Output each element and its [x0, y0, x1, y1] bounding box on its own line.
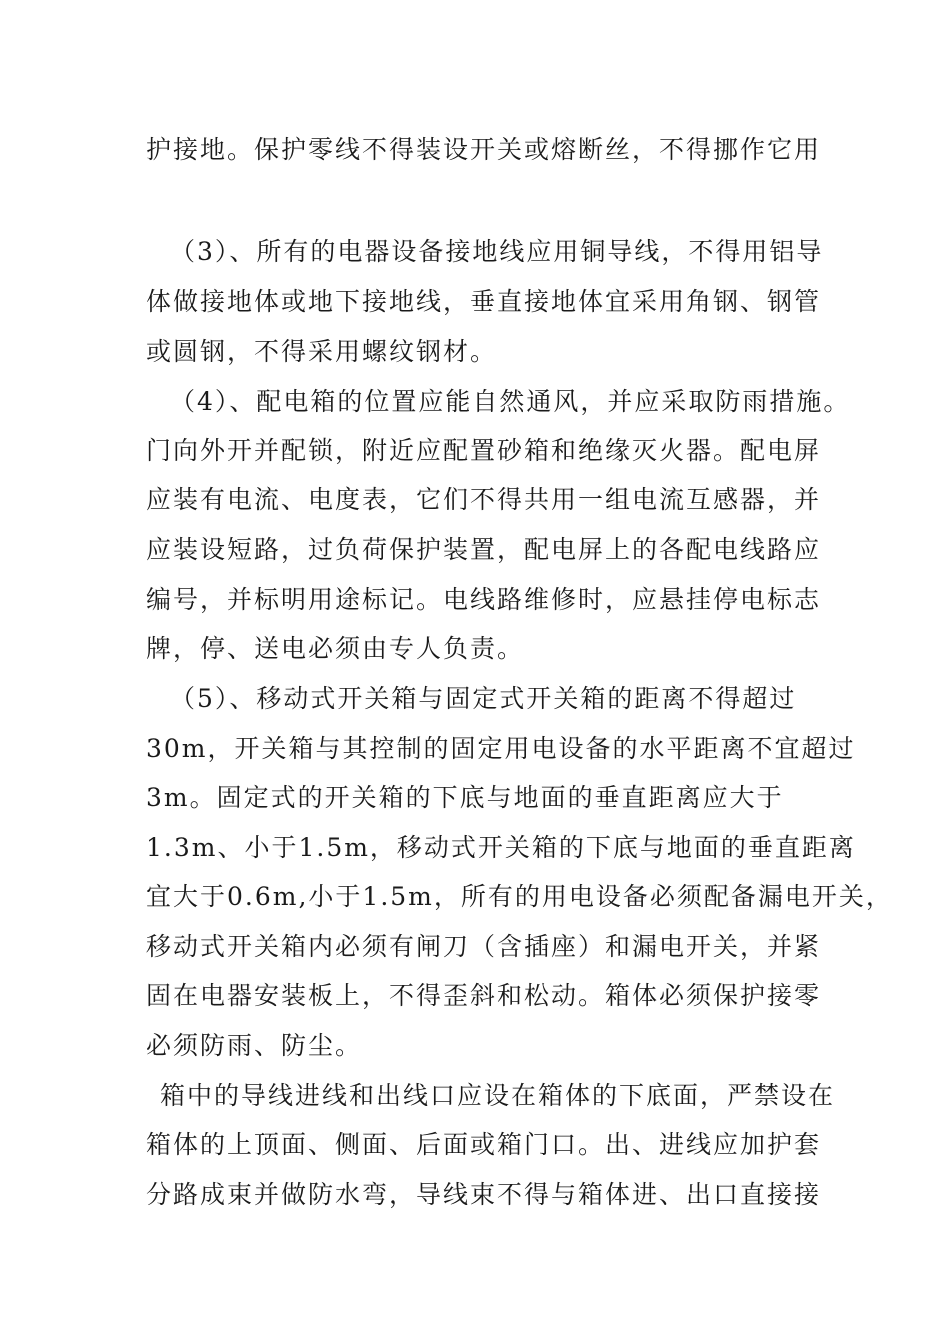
text-line: （3）、所有的电器设备接地线应用铜导线，不得用铝导 [170, 237, 824, 266]
text-line: （4）、配电箱的位置应能自然通风，并应采取防雨措施。 [170, 387, 851, 416]
text-line: 门向外开并配锁，附近应配置砂箱和绝缘灭火器。配电屏 [146, 436, 822, 465]
text-line: 3m。固定式的开关箱的下底与地面的垂直距离应大于 [146, 783, 784, 812]
text-line: （5）、移动式开关箱与固定式开关箱的距离不得超过 [170, 684, 797, 713]
text-line: 箱中的导线进线和出线口应设在箱体的下底面，严禁设在 [160, 1081, 836, 1110]
text-line: 必须防雨、防尘。 [146, 1031, 363, 1060]
text-line: 或圆钢，不得采用螺纹钢材。 [146, 337, 498, 366]
text-line: 移动式开关箱内必须有闸刀（含插座）和漏电开关，并紧 [146, 932, 822, 961]
text-line: 应装有电流、电度表，它们不得共用一组电流互感器，并 [146, 485, 822, 514]
text-line: 30m，开关箱与其控制的固定用电设备的水平距离不宜超过 [146, 734, 856, 763]
text-line: 牌，停、送电必须由专人负责。 [146, 634, 525, 663]
text-line: 宜大于0.6m,小于1.5m，所有的用电设备必须配备漏电开关， [146, 882, 893, 911]
text-line: 编号，并标明用途标记。电线路维修时，应悬挂停电标志 [146, 585, 822, 614]
text-line: 应装设短路，过负荷保护装置，配电屏上的各配电线路应 [146, 535, 822, 564]
text-line: 体做接地体或地下接地线，垂直接地体宜采用角钢、钢管 [146, 287, 822, 316]
text-line: 护接地。保护零线不得装设开关或熔断丝，不得挪作它用 [146, 135, 822, 164]
text-line: 箱体的上顶面、侧面、后面或箱门口。出、进线应加护套 [146, 1130, 822, 1159]
text-line: 固在电器安装板上，不得歪斜和松动。箱体必须保护接零 [146, 981, 822, 1010]
text-line: 分路成束并做防水弯，导线束不得与箱体进、出口直接接 [146, 1180, 822, 1209]
text-line: 1.3m、小于1.5m，移动式开关箱的下底与地面的垂直距离 [146, 833, 856, 862]
